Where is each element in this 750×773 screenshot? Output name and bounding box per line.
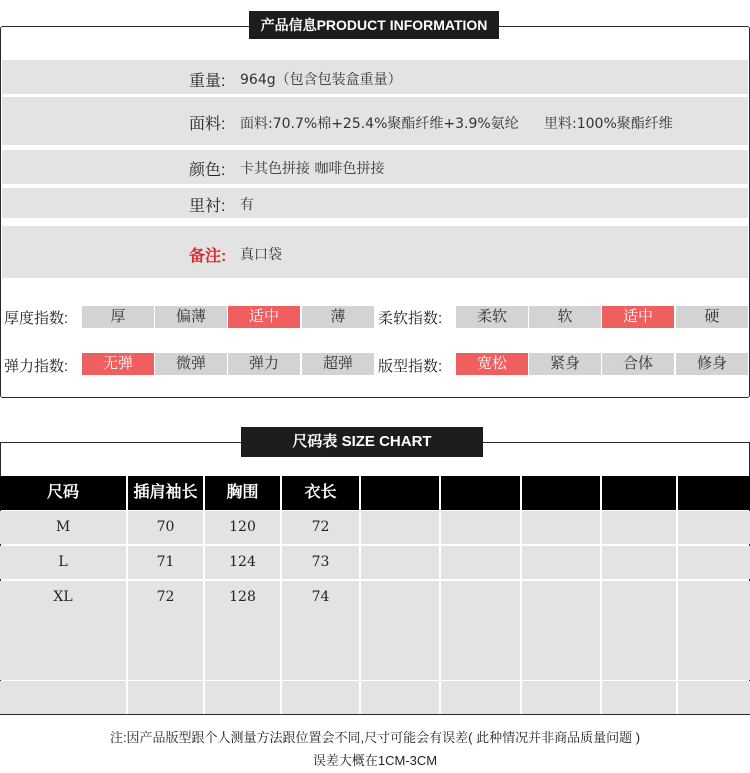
- color-row: [2, 150, 748, 184]
- color-label: 颜色:: [189, 162, 226, 179]
- size-table-cell: [361, 511, 439, 544]
- elasticity-option-super: 超弹: [302, 353, 374, 375]
- remark-row: [2, 226, 748, 278]
- softness-option-medium: 适中: [602, 306, 674, 328]
- size-table-cell: XL: [0, 581, 126, 614]
- size-table-cell: [678, 581, 750, 614]
- size-table-cell: [441, 546, 520, 579]
- lining-row: [2, 188, 748, 218]
- size-table-cell: [602, 681, 676, 714]
- size-table-cell: [441, 614, 520, 647]
- softness-label: 柔软指数:: [378, 310, 443, 327]
- remark-label: 备注:: [189, 248, 227, 265]
- size-table-cell: [205, 681, 280, 714]
- size-table-cell: [602, 614, 676, 647]
- elasticity-option-slight: 微弹: [155, 353, 227, 375]
- thickness-label: 厚度指数:: [4, 310, 69, 327]
- size-table-cell: [441, 581, 520, 614]
- size-table-cell: [678, 614, 750, 647]
- weight-value: 964g（包含包装盒重量）: [240, 72, 402, 88]
- size-table-cell: 74: [282, 581, 359, 614]
- size-table-cell: [128, 647, 203, 680]
- size-table-cell: [678, 511, 750, 544]
- size-chart-title: 尺码表 SIZE CHART: [241, 427, 483, 457]
- size-table-cell: 72: [282, 511, 359, 544]
- fit-option-slim: 修身: [676, 353, 748, 375]
- size-table-cell: L: [0, 546, 126, 579]
- size-table-cell: [361, 681, 439, 714]
- size-table-cell: [205, 647, 280, 680]
- size-table-cell: [0, 681, 126, 714]
- fabric-label: 面料:: [189, 116, 226, 133]
- fabric-row: [2, 97, 748, 145]
- fit-label: 版型指数:: [378, 358, 443, 375]
- softness-option-hard: 硬: [676, 306, 748, 328]
- fit-option-tight: 紧身: [529, 353, 601, 375]
- size-table-cell: [441, 681, 520, 714]
- size-table-cell: 71: [128, 546, 203, 579]
- size-header-empty-2: [441, 476, 520, 510]
- size-table-cell: [678, 546, 750, 579]
- size-table-cell: 120: [205, 511, 280, 544]
- remark-value: 真口袋: [240, 247, 282, 263]
- thickness-option-very-thin: 薄: [302, 306, 374, 328]
- size-table-cell: [602, 511, 676, 544]
- size-note-line-2: 误差大概在1CM-3CM: [312, 753, 438, 768]
- elasticity-label: 弹力指数:: [4, 358, 69, 375]
- fit-option-regular: 合体: [602, 353, 674, 375]
- size-table-cell: [282, 614, 359, 647]
- size-table-cell: 72: [128, 581, 203, 614]
- size-header-empty-1: [361, 476, 439, 510]
- size-table-cell: [441, 647, 520, 680]
- size-table-cell: 124: [205, 546, 280, 579]
- thickness-option-thick: 厚: [82, 306, 154, 328]
- fabric-value: 面料:70.7%棉+25.4%聚酯纤维+3.9%氨纶: [240, 116, 519, 132]
- size-header-empty-5: [678, 476, 750, 510]
- lining-value: 有: [240, 197, 254, 213]
- elasticity-option-none: 无弹: [82, 353, 154, 375]
- color-value: 卡其色拼接 咖啡色拼接: [240, 161, 385, 177]
- size-header-chest: 胸围: [205, 476, 280, 510]
- size-table-cell: [205, 614, 280, 647]
- thickness-option-medium: 适中: [228, 306, 300, 328]
- size-table-cell: [522, 647, 600, 680]
- weight-label: 重量:: [189, 73, 226, 90]
- size-table-cell: [678, 647, 750, 680]
- thickness-option-thin: 偏薄: [155, 306, 227, 328]
- size-table-cell: 128: [205, 581, 280, 614]
- size-table-cell: [128, 681, 203, 714]
- size-table-cell: [361, 614, 439, 647]
- size-table-cell: [602, 546, 676, 579]
- size-table-cell: [361, 581, 439, 614]
- size-table-cell: [678, 681, 750, 714]
- size-note-line-1: 注:因产品版型跟个人测量方法跟位置会不同,尺寸可能会有误差( 此种情况并非商品质量问题 ): [109, 730, 641, 745]
- size-table-cell: [522, 681, 600, 714]
- size-table-cell: [522, 614, 600, 647]
- size-header-empty-4: [602, 476, 676, 510]
- size-table-cell: [602, 581, 676, 614]
- lining-label: 里衬:: [189, 198, 226, 215]
- size-header-raglan-sleeve: 插肩袖长: [128, 476, 203, 510]
- size-table-cell: [282, 681, 359, 714]
- size-table-cell: 70: [128, 511, 203, 544]
- size-table-cell: M: [0, 511, 126, 544]
- softness-option-soft: 软: [529, 306, 601, 328]
- size-table-cell: [361, 546, 439, 579]
- lining-material-value: 里料:100%聚酯纤维: [544, 116, 673, 132]
- softness-option-very-soft: 柔软: [456, 306, 528, 328]
- size-table-cell: [361, 647, 439, 680]
- product-info-title: 产品信息PRODUCT INFORMATION: [249, 11, 499, 39]
- size-table-cell: [282, 647, 359, 680]
- fit-option-loose: 宽松: [456, 353, 528, 375]
- size-header-size: 尺码: [0, 476, 126, 510]
- size-table-cell: [522, 581, 600, 614]
- size-table-cell: 73: [282, 546, 359, 579]
- size-table-cell: [128, 614, 203, 647]
- size-header-length: 衣长: [282, 476, 359, 510]
- size-table-cell: [522, 511, 600, 544]
- size-table-cell: [522, 546, 600, 579]
- size-table-cell: [602, 647, 676, 680]
- size-table-cell: [0, 647, 126, 680]
- size-header-empty-3: [522, 476, 600, 510]
- weight-row: [2, 60, 748, 94]
- size-table-cell: [441, 511, 520, 544]
- elasticity-option-elastic: 弹力: [228, 353, 300, 375]
- size-table-cell: [0, 614, 126, 647]
